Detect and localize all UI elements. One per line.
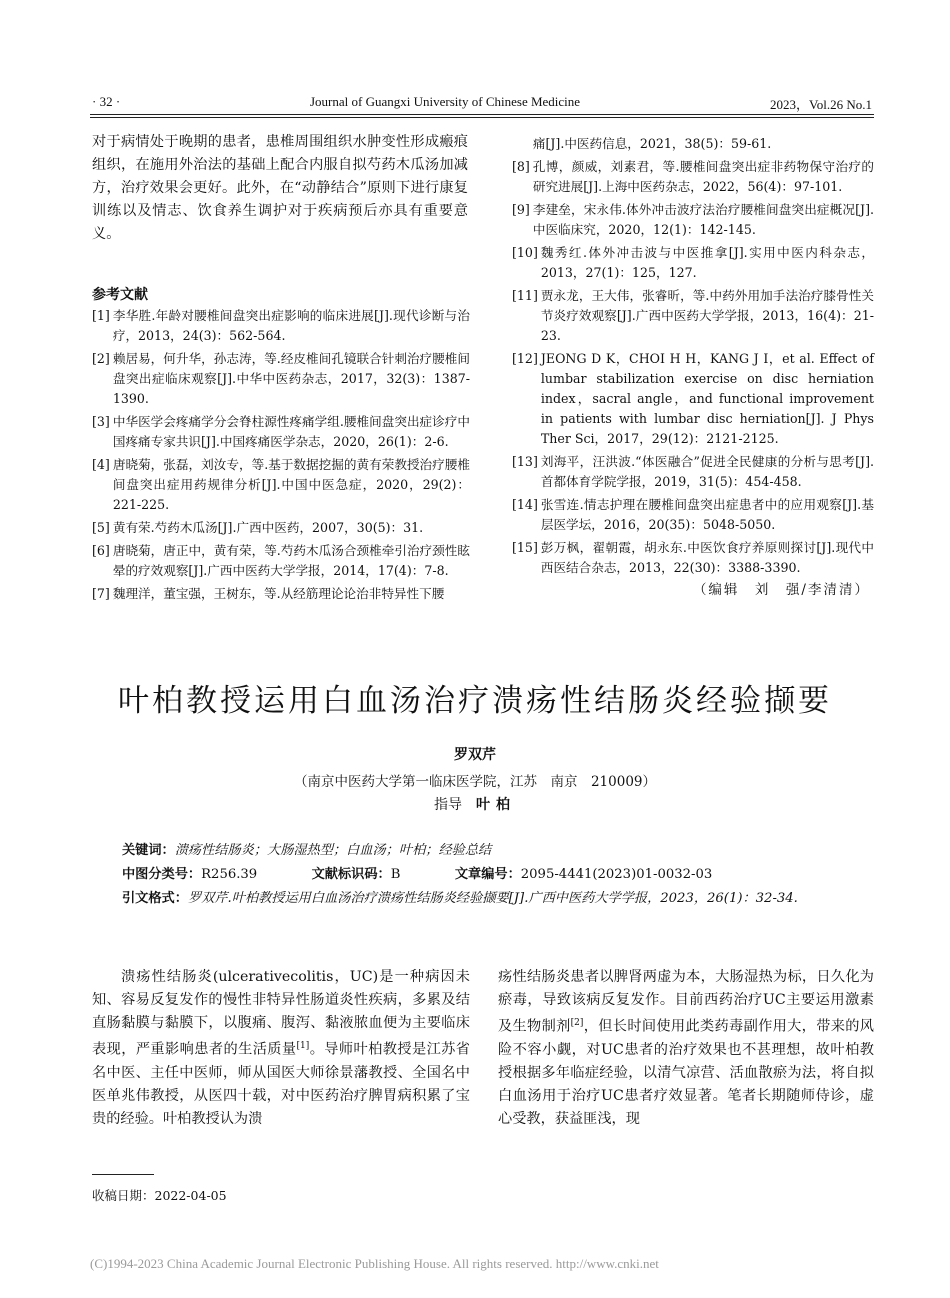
reference-item [512,349,874,449]
reference-number: [9] [512,202,530,217]
reference-text: 唐晓菊，张磊，刘汝专，等.基于数据挖掘的黄有荣教授治疗腰椎间盘突出症用药规律分析[J].中国中医急症，2020，29(2)：221-225. [112,457,470,512]
reference-text: 黄有荣.芍药木瓜汤[J].广西中医药，2007，30(5)：31. [112,520,424,535]
reference-number: [15] [512,540,538,555]
reference-number: [5] [92,520,110,535]
article-no: 2095-4441(2023)01-0032-03 [520,867,713,882]
reference-text: 赖居易，何升华，孙志涛，等.经皮椎间孔镜联合针刺治疗腰椎间盘突出症临床观察[J].中华中医药杂志，2017，32(3)：1387-1390. [112,351,470,406]
reference-item [92,455,470,515]
reference-number: [8] [512,159,530,174]
page-number: · 32 · [92,94,121,109]
reference-7-continued: 痛[J].中医药信息，2021，38(5)：59-61. [532,136,772,151]
reference-item [512,452,874,492]
journal-name: Journal of Guangxi University of Chinese Medicine [310,94,581,109]
reference-text: 唐晓菊，唐正中，黄有荣，等.芍药木瓜汤合颈椎牵引治疗颈性眩晕的疗效观察[J].广西中医药大学学报，2014，17(4)：7-8. [112,543,470,578]
header-rule [90,114,874,115]
reference-text: 中华医学会疼痛学分会脊柱源性疼痛学组.腰椎间盘突出症诊疗中国疼痛专家共识[J].中国疼痛医学杂志，2020，26(1)：2-6. [112,414,470,449]
reference-item [512,157,874,197]
reference-text: 刘海平，汪洪波.“体医融合”促进全民健康的分析与思考[J].首都体育学院学报，2019，31(5)：454-458. [540,454,874,489]
reference-text: 魏理洋，董宝强，王树东，等.从经筋理论论治非特异性下腰 [112,586,445,601]
copyright-notice: (C)1994-2023 China Academic Journal Electronic Publishing House. All rights reserved. http://www.cnki.net [90,1256,659,1271]
reference-number: [14] [512,497,538,512]
reference-number: [4] [92,457,110,472]
reference-text: 李华胜.年龄对腰椎间盘突出症影响的临床进展[J].现代诊断与治疗，2013，24(3)：562-564. [112,308,470,343]
reference-number: [10] [512,245,538,260]
body-right-text-b: ，但长时间使用此类药毒副作用大，带来的风险不容小觑，对UC患者的治疗效果也不甚理想，故叶柏教授根据多年临症经验，以清气凉营、活血散瘀为法，将自拟白血汤用于治疗UC患者疗效显著。笔者长期随师侍诊，虚心受教，获益匪浅，现 [498,1018,874,1127]
reference-text: 彭万枫，翟朝霞，胡永东.中医饮食疗养原则探讨[J].现代中西医结合杂志，2013，22(30)：3388-3390. [540,540,874,575]
article-no-label: 文章编号： [454,867,521,882]
reference-text: JEONG D K，CHOI H H，KANG J I，et al. Effect of lumbar stabilization exercise on disc herniation index，sacral angle，and functional improvement in patients with lumbar disc herniation[J]. J Phys Ther Sci，2017，29(12)：2121-2125. [540,351,874,446]
body-left-text-b: 。导师叶柏教授是江苏省名中医、主任中医师，师从国医大师徐景藩教授、全国名中医单兆伟教授，从医四十载，对中医药治疗脾胃病积累了宝贵的经验。叶柏教授认为溃 [92,1041,470,1127]
reference-text: 张雪连.情志护理在腰椎间盘突出症患者中的应用观察[J].基层医学坛，2016，20(35)：5048-5050. [540,497,874,532]
editors-credit: （编辑 刘 强/李清清） [692,582,870,598]
reference-item [92,412,470,452]
reference-number: [12] [512,351,538,366]
reference-item [512,538,874,578]
keywords-line [122,840,874,862]
reference-item [92,541,470,581]
clc-code: R256.39 [201,867,258,882]
reference-number: [11] [512,288,538,303]
classification-line [122,864,874,886]
reference-item [512,200,874,240]
body-left-column [92,966,470,1131]
references-list-right [512,134,874,581]
article-title: 叶柏教授运用白血汤治疗溃疡性结肠炎经验撷要 [118,683,832,719]
reference-number: [1] [92,308,110,323]
clc-label: 中图分类号： [122,867,202,882]
keywords-label: 关键词： [122,843,175,858]
reference-number: [2] [92,351,110,366]
reference-item [512,134,874,154]
reference-number: [7] [92,586,110,601]
reference-item [92,584,470,604]
reference-number: [3] [92,414,110,429]
reference-item [92,349,470,409]
body-right-column [498,966,874,1131]
references-title: 参考文献 [92,287,148,303]
reference-item [92,306,470,346]
citation-text: 罗双芹.叶柏教授运用白血汤治疗溃疡性结肠炎经验撷要[J].广西中医药大学学报，2023，26(1)：32-34. [187,891,798,906]
keywords: 溃疡性结肠炎；大肠湿热型；白血汤；叶柏；经验总结 [174,843,492,858]
author-name: 罗双芹 [454,747,496,763]
author-affiliation: （南京中医药大学第一临床医学院，江苏 南京 210009） [293,774,657,790]
advisor [0,794,950,814]
reference-item [512,286,874,346]
body-left-text-a: 溃疡性结肠炎(ulcerativecolitis，UC)是一种病因未知、容易反复发作的慢性非特异性肠道炎性疾病，多累及结直肠黏膜与黏膜下，以腹痛、腹泻、黏液脓血便为主要临床表现，严重影响患者的生活质量 [92,969,470,1058]
reference-item [92,518,470,538]
citation-1[interactable]: [1] [296,1041,310,1051]
header-rule-thin [90,117,874,118]
received-date: 收稿日期：2022-04-05 [92,1188,227,1203]
footnote-rule [92,1174,154,1175]
reference-item [512,495,874,535]
citation-format [92,888,874,910]
citation-2[interactable]: [2] [570,1018,584,1028]
references-list-left [92,306,470,607]
citation-label: 引文格式： [122,891,188,906]
volume-issue: 2023，Vol.26 No.1 [770,97,872,112]
doc-code: B [390,867,401,882]
reference-number: [13] [512,454,538,469]
doc-code-label: 文献标识码： [311,867,391,882]
reference-text: 贾永龙，王大伟，张睿昕，等.中药外用加手法治疗膝骨性关节炎疗效观察[J].广西中医药大学学报，2013，16(4)：21-23. [540,288,874,343]
reference-text: 李建垒，宋永伟.体外冲击波疗法治疗腰椎间盘突出症概况[J].中医临床究，2020，12(1)：142-145. [532,202,874,237]
previous-article-conclusion: 对于病情处于晚期的患者，患椎周围组织水肿变性形成瘢痕组织，在施用外治法的基础上配合内服自拟芍药木瓜汤加减方，治疗效果会更好。此外，在“动静结合”原则下进行康复训练以及情志、饮食养生调护对于疾病预后亦具有重要意义。 [92,134,468,242]
reference-number: [6] [92,543,110,558]
body-right-text-a: 疡性结肠炎患者以脾肾两虚为本，大肠湿热为标，日久化为瘀毒，导致该病反复发作。目前西药治疗UC主要运用激素及生物制剂 [498,969,874,1035]
advisor-label: 指导 [434,797,462,813]
advisor-name: 叶柏 [476,797,516,813]
reference-text: 孔博，颜威，刘素君，等.腰椎间盘突出症非药物保守治疗的研究进展[J].上海中医药杂志，2022，56(4)：97-101. [532,159,874,194]
reference-text: 魏秀红.体外冲击波与中医推拿[J].实用中医内科杂志，2013，27(1)：125，127. [540,245,874,280]
reference-item [512,243,874,283]
